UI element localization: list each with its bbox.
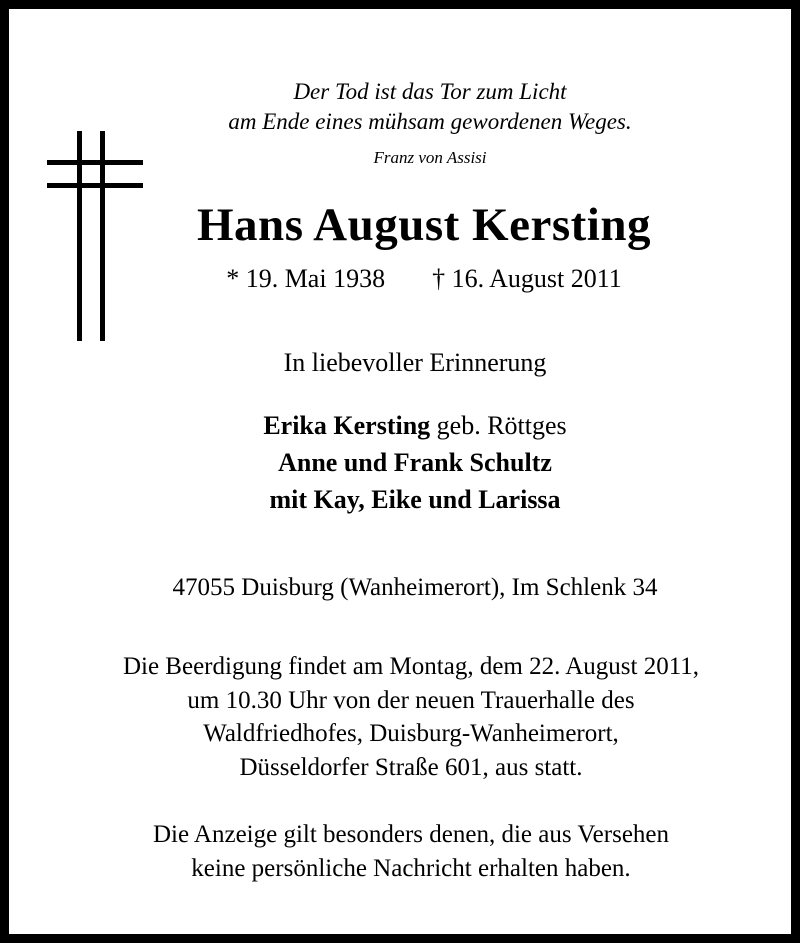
family-name-primary: Erika Kersting <box>263 410 431 440</box>
birth-date: 19. Mai 1938 <box>245 263 386 293</box>
funeral-line-2: um 10.30 Uhr von der neuen Trauerhalle des <box>187 686 635 714</box>
funeral-line-4: Düsseldorfer Straße 601, aus statt. <box>239 753 583 781</box>
address-line: 47055 Duisburg (Wanheimerort), Im Schlenk 34 <box>172 574 658 602</box>
verse-line-2: am Ende eines mühsam gewordenen Weges. <box>228 109 632 135</box>
death-symbol: † <box>432 263 446 293</box>
birth-symbol: * <box>226 263 240 293</box>
notice-text <box>9 818 791 885</box>
obituary-content <box>9 9 791 885</box>
notice-line-2: keine persönliche Nachricht erhalten haben. <box>191 854 631 882</box>
verse-block <box>9 77 791 138</box>
obituary-inner <box>9 9 791 934</box>
family-line-3: mit Kay, Eike und Larissa <box>269 484 561 514</box>
death-date: 16. August 2011 <box>451 263 622 293</box>
verse-author: Franz von Assisi <box>373 147 487 167</box>
verse-line-1: Der Tod ist das Tor zum Licht <box>293 79 567 104</box>
life-dates <box>9 264 791 294</box>
family-block <box>9 408 791 519</box>
funeral-details <box>9 650 791 784</box>
family-line-2: Anne und Frank Schultz <box>278 447 552 477</box>
family-name-maiden: geb. Röttges <box>436 410 567 440</box>
deceased-name: Hans August Kersting <box>197 198 651 251</box>
funeral-line-3: Waldfriedhofes, Duisburg-Wanheimerort, <box>203 720 619 748</box>
funeral-line-1: Die Beerdigung findet am Montag, dem 22. August 2011, <box>122 653 700 681</box>
notice-line-1: Die Anzeige gilt besonders denen, die aus Versehen <box>152 821 670 849</box>
memoriam-heading: In liebevoller Erinnerung <box>283 347 547 377</box>
family-line-1 <box>39 408 791 445</box>
